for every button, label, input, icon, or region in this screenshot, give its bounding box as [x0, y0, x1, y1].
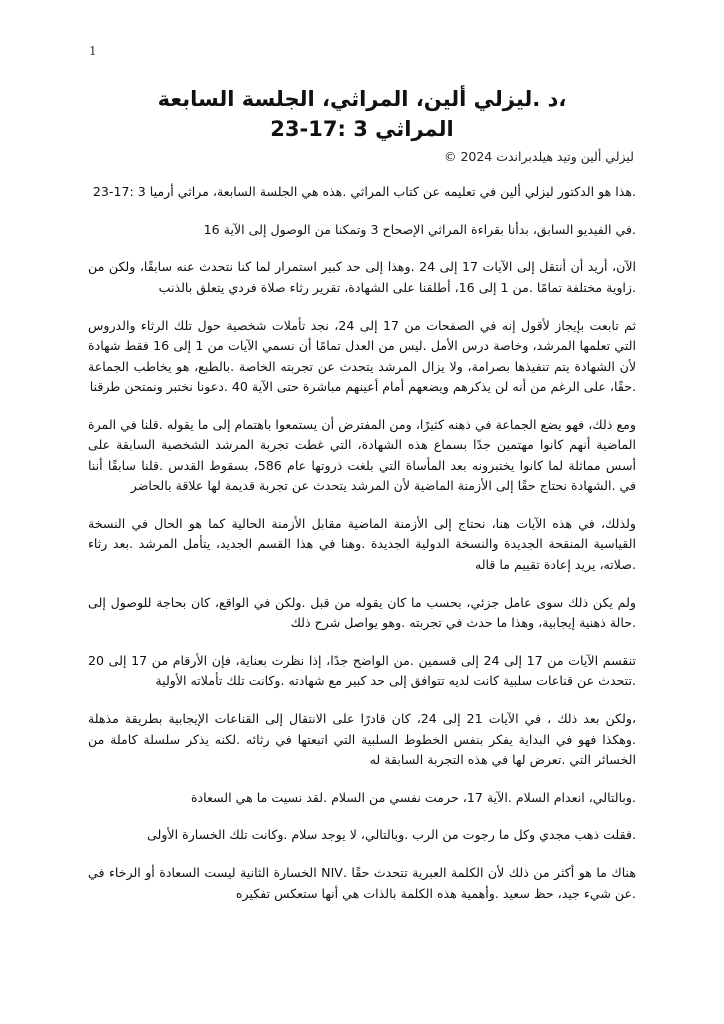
paragraph: .فقلت ذهب مجدي وكل ما رجوت من الرب .وبالتالي، لا يوجد سلام .وكانت تلك الخسارة الأولى	[147, 827, 636, 843]
paragraph: ثم تابعت بإيجاز لأقول إنه في الصفحات من 17 إلى 24، نجد تأملات شخصية حول تلك الرثاء والدروس التي تعلمها المرشد، وخاصة درس الأمل .ليس من العدل تمامًا أن نسمي الآيات من 1 إلى 16 فقط شهادة لأن الشهادة يتم تنفيذها بصرامة، ولا يزال المرشد يتحدث عن تجربته الخاصة .بالطبع، هو يخاطب الجماعة .حقًا، على الرغم من أنه لن يذكرهم ويضعهم أمام أعينهم مباشرة حتى الآية 40 .دعونا نختبر ونمتحن طرقنا	[88, 317, 636, 395]
title-line-speaker: ،د .ليزلي ألين، المراثي، الجلسة السابعة	[157, 87, 567, 111]
page-number: 1	[89, 44, 97, 58]
paragraph: هناك ما هو أكثر من ذلك لأن الكلمة العبرية تتحدث حقًا .NIV الخسارة الثانية ليست السعادة أو الرخاء في .عن شيء جيد، حظ سعيد .وأهمية هذه الكلمة بالذات هي أنها ستعكس تفكيره	[88, 865, 636, 901]
paragraph: .وبالتالي، انعدام السلام .الآية 17، حرمت نفسي من السلام .لقد نسيت ما هي السعادة	[190, 789, 636, 805]
document-body	[88, 182, 636, 921]
paragraph: الآن، أريد أن أنتقل إلى الآيات 17 إلى 24 .وهذا إلى حد كبير استمرار لما كنا نتحدث عنه سابقًا، ولكن من .زاوية مختلفة تمامًا .من 1 إلى 16، أطلقنا على الشهادة، تقرير رثاء صلاة فردي يتعلق بالذنب	[88, 259, 637, 295]
paragraph: ومع ذلك، فهو يضع الجماعة في ذهنه كثيرًا، ومن المفترض أن يستمعوا باهتمام إلى ما يقوله .قلنا في المرة الماضية أنهم كانوا مهتمين جدًا بسماع هذه الشهادة، التي غطت تجربة المرشد الشخصية السابقة على أسس مماثلة لما كانوا يختبرونه بعد المأساة التي بلغت ذروتها عام 586، بسقوط القدس .قلنا سابقًا أننا في .الشهادة نحتاج حقًا إلى الأزمنة الماضية لأن المرشد يتحدث عن تجربة قديمة لها علاقة بالحاضر	[88, 416, 637, 494]
paragraph: ولذلك، في هذه الآيات هنا، نحتاج إلى الأزمنة الماضية مقابل الأزمنة الحالية كما هو الحال في النسخة القياسية المنقحة الجديدة والنسخة الدولية الجديدة .وهنا في هذا القسم الجديد، يتأمل المرشد .بعد رثاء .صلاته، يريد إعادة تقييم ما قاله	[88, 515, 636, 572]
paragraph: تنقسم الآيات من 17 إلى 24 إلى قسمين .من الواضح جدًا، إذا نظرت بعناية، فإن الأرقام من 17 إلى 20 .تتحدث عن قناعات سلبية كانت لديه تتوافق إلى حد كبير مع شهادته .وكانت تلك تأملاته الأولية	[88, 652, 636, 689]
paragraph: .في الفيديو السابق، بدأنا بقراءة المراثي الإصحاح 3 وتمكنا من الوصول إلى الآية 16	[203, 221, 636, 237]
paragraph: ولم يكن ذلك سوى عامل جزئي، بحسب ما كان يقوله من قبل .ولكن في الواقع، كان بحاجة للوصول إلى .حالة ذهنية إيجابية، وهذا ما حدث في تجربته .وهو يواصل شرح ذلك	[88, 594, 636, 631]
document-title	[90, 84, 634, 144]
paragraph: .هذا هو الدكتور ليزلي ألين في تعليمه عن كتاب المراثي .هذه هي الجلسة السابعة، مراثي أرميا 3 :17-23	[92, 184, 636, 199]
paragraph: ،ولكن بعد ذلك ، في الآيات 21 إلى 24، كان قادرًا على الانتقال إلى القناعات الإيجابية بطريقة مذهلة .وهكذا فهو في البداية يفكر بنفس الخطوط السلبية التي اتبعتها في رثائه .لكنه يذكر سلسلة كاملة من الخسائر التي .تعرض لها في هذه التجربة السابقة له	[88, 711, 636, 767]
title-line-passage: المراثي 3 :17-23	[270, 117, 454, 141]
copyright-line: ليزلي ألين وتيد هيلدبراندت 2024 ©	[443, 149, 634, 164]
